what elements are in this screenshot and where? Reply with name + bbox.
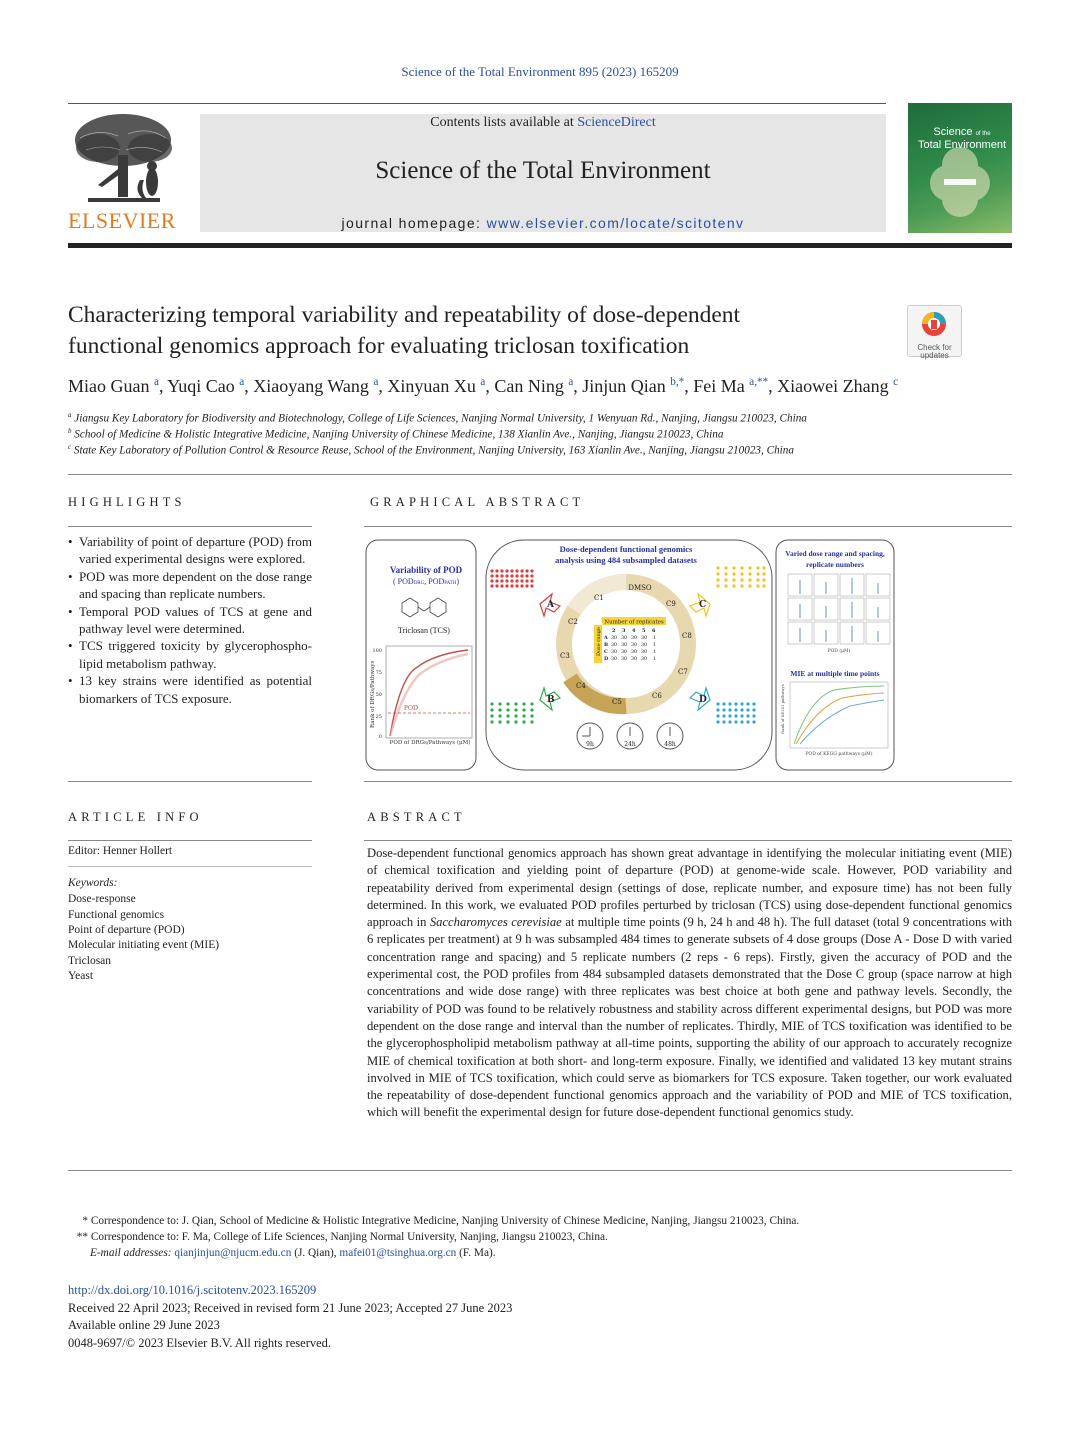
ga-left-xlabel: POD of DRGs/Pathways (μM) bbox=[389, 740, 471, 746]
correspondence-2: ** Correspondence to: F. Ma, College of Life Sciences, Nanjing Normal University, Nanjing, Jiangsu 210023, China. bbox=[76, 1231, 608, 1243]
journal-cover-image[interactable] bbox=[908, 103, 1012, 233]
svg-text:30: 30 bbox=[641, 643, 648, 648]
clock-24h-icon bbox=[617, 723, 643, 749]
cover-title bbox=[912, 127, 1012, 151]
svg-text:2: 2 bbox=[612, 628, 616, 634]
graphical-abstract-heading: GRAPHICAL ABSTRACT bbox=[370, 495, 585, 509]
homepage-link[interactable]: www.elsevier.com/locate/scitotenv bbox=[486, 215, 745, 231]
online-date: Available online 29 June 2023 bbox=[68, 1318, 220, 1332]
tree-icon bbox=[68, 110, 178, 210]
author[interactable]: Miao Guan $^a$ bbox=[68, 376, 159, 396]
abstract-text-part1: Dose-dependent functional genomics approach has shown great advantage in identifying the molecular initiating event (MIE) of chemical toxification and yielding point of departure (POD) at genome-wide scale. However, POD variability and repeatability derived from experimental design (settings of dose, replicate number, and exposure time) has not been fully determined. In this work, we evaluated POD profiles perturbed by triclosan (TCS) using dose-dependent functional genomics approach in bbox=[367, 846, 1012, 930]
highlight-item: • POD was more dependent on the dose range and spacing than replicate numbers. bbox=[68, 568, 312, 603]
svg-text:30: 30 bbox=[631, 636, 638, 641]
author[interactable]: Jinjun Qian $^{b,*}$ bbox=[582, 376, 685, 396]
svg-text:30: 30 bbox=[611, 636, 618, 641]
ga-compound-label: Triclosan (TCS) bbox=[398, 626, 450, 635]
title-line1: Characterizing temporal variability and repeatability of dose-dependent bbox=[68, 302, 741, 328]
check-for-updates-button[interactable] bbox=[907, 305, 962, 360]
ga-center-title-2: analysis using 484 subsampled datasets bbox=[555, 555, 697, 565]
svg-text:30: 30 bbox=[611, 650, 618, 655]
ga-ytick: 75 bbox=[375, 670, 382, 676]
ga-condition: C2 bbox=[568, 618, 578, 626]
affiliation-c: $^c$ State Key Laboratory of Pollution Control & Resource Reuse, School of the Environment, Nanjing University, 163 Xianlin Ave., Nanjing, Jiangsu 210023, China bbox=[68, 443, 794, 457]
svg-text:C: C bbox=[699, 600, 707, 610]
article-info-rule bbox=[68, 840, 312, 841]
sciencedirect-link[interactable]: ScienceDirect bbox=[577, 115, 656, 130]
graphical-abstract-rule bbox=[364, 526, 1012, 527]
correspondence-1: * Correspondence to: J. Qian, School of Medicine & Holistic Integrative Medicine, Nanjing University of Chinese Medicine, Nanjing, Jiangsu 210023, China. bbox=[82, 1215, 800, 1227]
journal-title: Science of the Total Environment bbox=[375, 157, 711, 184]
highlights-heading: HIGHLIGHTS bbox=[68, 495, 186, 509]
svg-text:4: 4 bbox=[632, 628, 636, 634]
email-link-qian[interactable]: qianjinjun@njucm.edu.cn bbox=[174, 1247, 292, 1259]
keyword-item: Molecular initiating event (MIE) bbox=[68, 939, 220, 951]
keywords-title: Keywords: bbox=[68, 877, 118, 889]
keyword-item: Yeast bbox=[68, 970, 94, 982]
ga-ytick: 100 bbox=[372, 648, 382, 654]
email-link-ma[interactable]: mafei01@tsinghua.org.cn bbox=[339, 1247, 457, 1259]
clock-48h-icon bbox=[657, 723, 683, 749]
journal-homepage bbox=[200, 215, 886, 231]
svg-text:1: 1 bbox=[653, 636, 657, 641]
cover-art-icon bbox=[908, 103, 1012, 233]
header-top-rule bbox=[68, 103, 886, 104]
ga-pod-labels: ( PODDRG, PODPATH) bbox=[393, 577, 459, 586]
highlight-item: • 13 key strains were identified as potential biomarkers of TCS exposure. bbox=[68, 672, 312, 707]
ga-left-ylabel: Rank of DRGs/Pathways bbox=[370, 660, 376, 728]
paper-title bbox=[68, 300, 868, 362]
ga-center-title-1: Dose-dependent functional genomics bbox=[559, 544, 693, 554]
svg-text:30: 30 bbox=[631, 657, 638, 662]
svg-text:9h: 9h bbox=[586, 741, 594, 748]
affiliation-rule bbox=[68, 474, 1012, 475]
copyright: 0048-9697/© 2023 Elsevier B.V. All rights reserved. bbox=[68, 1336, 332, 1350]
highlight-item: • TCS triggered toxicity by glycerophospho-lipid metabolism pathway. bbox=[68, 637, 312, 672]
received-dates: Received 22 April 2023; Received in revised form 21 June 2023; Accepted 27 June 2023 bbox=[68, 1301, 513, 1315]
svg-text:6: 6 bbox=[652, 628, 656, 634]
editor-line: Editor: Henner Hollert bbox=[68, 845, 173, 857]
ga-small-xlabel: POD (μM) bbox=[827, 649, 851, 654]
abstract-bottom-rule bbox=[68, 1170, 1012, 1171]
svg-text:30: 30 bbox=[611, 643, 618, 648]
author[interactable]: Xiaoyang Wang $^a$ bbox=[253, 376, 379, 396]
svg-text:24h: 24h bbox=[624, 741, 636, 748]
editor-rule bbox=[68, 866, 312, 867]
author[interactable]: Xiaowei Zhang $^c$ bbox=[777, 376, 899, 396]
svg-text:A: A bbox=[547, 600, 554, 610]
svg-text:30: 30 bbox=[621, 657, 628, 662]
contents-availability bbox=[200, 115, 886, 131]
homepage-prefix: journal homepage: bbox=[341, 215, 487, 231]
svg-text:5: 5 bbox=[642, 628, 646, 634]
affiliation-b: $^b$ School of Medicine & Holistic Integrative Medicine, Nanjing University of Chinese Medicine, 138 Xianlin Ave., Nanjing, Jiangsu 210023, China bbox=[68, 427, 724, 441]
keyword-item: Triclosan bbox=[68, 955, 112, 967]
author-list: Miao Guan $^a$, Yuqi Cao $^a$, Xiaoyang Wang $^a$, Xinyuan Xu $^a$, Can Ning $^a$, Jinjun Qian $^{b,*}$, Fei Ma $^{a,**}$, Xiaowei Zhang $^c$ bbox=[68, 376, 899, 396]
highlight-item: • Temporal POD values of TCS at gene and pathway level were determined. bbox=[68, 603, 312, 638]
svg-text:B: B bbox=[547, 695, 555, 705]
title-line2: functional genomics approach for evaluating triclosan toxification bbox=[68, 333, 690, 359]
ga-condition: C3 bbox=[560, 652, 570, 660]
ga-left-title: Variability of POD bbox=[389, 565, 463, 575]
svg-text:3: 3 bbox=[622, 628, 626, 634]
svg-text:30: 30 bbox=[641, 657, 648, 662]
highlights-bottom-rule bbox=[68, 781, 312, 782]
abstract-body bbox=[367, 845, 1012, 1122]
keyword-item: Point of departure (POD) bbox=[68, 924, 185, 936]
ga-condition: DMSO bbox=[628, 584, 652, 592]
svg-text:B: B bbox=[604, 642, 609, 648]
crossmark-icon bbox=[908, 306, 961, 340]
svg-text:30: 30 bbox=[641, 650, 648, 655]
author[interactable]: Can Ning $^a$ bbox=[494, 376, 574, 396]
contents-prefix: Contents lists available at bbox=[430, 115, 578, 130]
doi-link[interactable]: http://dx.doi.org/10.1016/j.scitotenv.2023.165209 bbox=[68, 1283, 317, 1297]
keyword-item: Dose-response bbox=[68, 893, 136, 905]
ga-right-title-2: replicate numbers bbox=[806, 560, 864, 569]
author[interactable]: Xinyuan Xu $^a$ bbox=[387, 376, 486, 396]
svg-text:30: 30 bbox=[621, 650, 628, 655]
ga-ytick: 25 bbox=[375, 714, 382, 720]
cover-title-line1: Science bbox=[933, 126, 973, 138]
graphical-abstract-figure[interactable] bbox=[364, 528, 1016, 774]
highlights-list bbox=[68, 533, 312, 707]
ga-condition: C1 bbox=[594, 594, 604, 602]
ga-condition: C8 bbox=[682, 632, 692, 640]
ga-pod-mark: POD bbox=[404, 704, 419, 712]
svg-text:30: 30 bbox=[621, 636, 628, 641]
ga-condition: C6 bbox=[652, 692, 662, 700]
ga-right-title-1: Varied dose range and spacing, bbox=[785, 549, 885, 558]
svg-text:D: D bbox=[699, 695, 707, 705]
svg-text:30: 30 bbox=[631, 643, 638, 648]
cover-title-ofthe: of the bbox=[975, 131, 991, 137]
ga-condition: C5 bbox=[612, 698, 622, 706]
highlight-item: • Variability of point of departure (POD) from varied experimental designs were explored. bbox=[68, 533, 312, 568]
ga-ytick: 50 bbox=[375, 692, 382, 698]
svg-text:D: D bbox=[604, 656, 609, 662]
cover-title-line2: Total Environment bbox=[917, 139, 1007, 151]
email-addresses: E-mail addresses: qianjinjun@njucm.edu.cn (J. Qian), mafei01@tsinghua.org.cn (F. Ma). bbox=[90, 1247, 496, 1259]
ga-condition: C7 bbox=[678, 668, 688, 676]
svg-text:1: 1 bbox=[653, 643, 657, 648]
svg-text:1: 1 bbox=[653, 650, 657, 655]
svg-text:A: A bbox=[604, 635, 608, 641]
abstract-heading: ABSTRACT bbox=[367, 810, 466, 824]
ga-condition: C4 bbox=[576, 682, 586, 690]
svg-text:30: 30 bbox=[641, 636, 648, 641]
keyword-item: Functional genomics bbox=[68, 909, 165, 921]
author[interactable]: Yuqi Cao $^a$ bbox=[167, 376, 245, 396]
header-bottom-rule bbox=[68, 243, 1012, 248]
svg-text:30: 30 bbox=[621, 643, 628, 648]
ga-table-header: Number of replicates bbox=[604, 619, 664, 626]
svg-text:30: 30 bbox=[611, 657, 618, 662]
author[interactable]: Fei Ma $^{a,**}$ bbox=[693, 376, 769, 396]
affiliation-a: $^a$ Jiangsu Key Laboratory for Biodiversity and Biotechnology, College of Life Sciences, Nanjing Normal University, 1 Wenyuan Rd., Nanjing, Jiangsu 210023, China bbox=[68, 411, 807, 425]
svg-text:1: 1 bbox=[653, 657, 657, 662]
ga-right-xlabel: POD of KEGG pathways (μM) bbox=[805, 752, 873, 757]
check-updates-label: Check for updates bbox=[917, 343, 952, 360]
svg-text:30: 30 bbox=[631, 650, 638, 655]
abstract-rule bbox=[364, 840, 1012, 841]
clock-9h-icon bbox=[577, 723, 603, 749]
ga-ytick: 0 bbox=[378, 734, 382, 740]
article-info-heading: ARTICLE INFO bbox=[68, 810, 203, 824]
abstract-species: Saccharomyces cerevisiae bbox=[429, 915, 562, 930]
abstract-text-part2: at multiple time points (9 h, 24 h and 48 h). The full dataset (total 9 concentrations with 6 replicates per treatment) at 9 h was subsampled 484 times to generate subsets of 4 dose groups (Dose A - Dose D with varied concentration range and spacing) and 5 replicate numbers (2 reps - 6 reps). Firstly, given the accuracy of POD and the experimental cost, the POD profiles from 484 subsampled datasets demonstrated that the Dose C group (space narrow at high concentrations and wide dose range) with three replicates was best choice at both gene and pathway levels. Secondly, the variability of POD was found to be relatively robustness and stability across different experimental designs, but POD was more dependent on the dose range and interval than the number of replicates. Thirdly, MIE of TCS toxification was identified to be the glycerophospholipid metabolism pathway at all-time points, supporting the ability of our approach to accurately recognize MIE of chemical toxification at both short- and long-term exposure. Finally, we identified and validated 13 key mutant strains involved in MIE of TCS toxification, which could serve as biomarkers for TCS exposure. Taken together, our work evaluated the repeatability of dose-dependent functional genomics approach and the variability of POD and MIE of TCS toxification, which will benefit the experimental design for future dose-dependent functional genomics study. bbox=[367, 915, 1013, 1120]
ga-table-side: Dose range bbox=[596, 627, 602, 656]
elsevier-wordmark: ELSEVIER bbox=[68, 208, 176, 233]
journal-citation[interactable]: Science of the Total Environment 895 (2023) 165209 bbox=[401, 64, 679, 79]
highlights-rule bbox=[68, 526, 312, 527]
svg-text:48h: 48h bbox=[664, 741, 676, 748]
ga-condition: C9 bbox=[666, 600, 676, 608]
ga-right-ylabel: Rank of KEGG pathways bbox=[780, 684, 785, 734]
graphical-abstract-bottom-rule bbox=[364, 781, 1012, 782]
svg-text:C: C bbox=[604, 649, 608, 655]
ga-right-title-3: MIE at multiple time points bbox=[790, 669, 880, 678]
